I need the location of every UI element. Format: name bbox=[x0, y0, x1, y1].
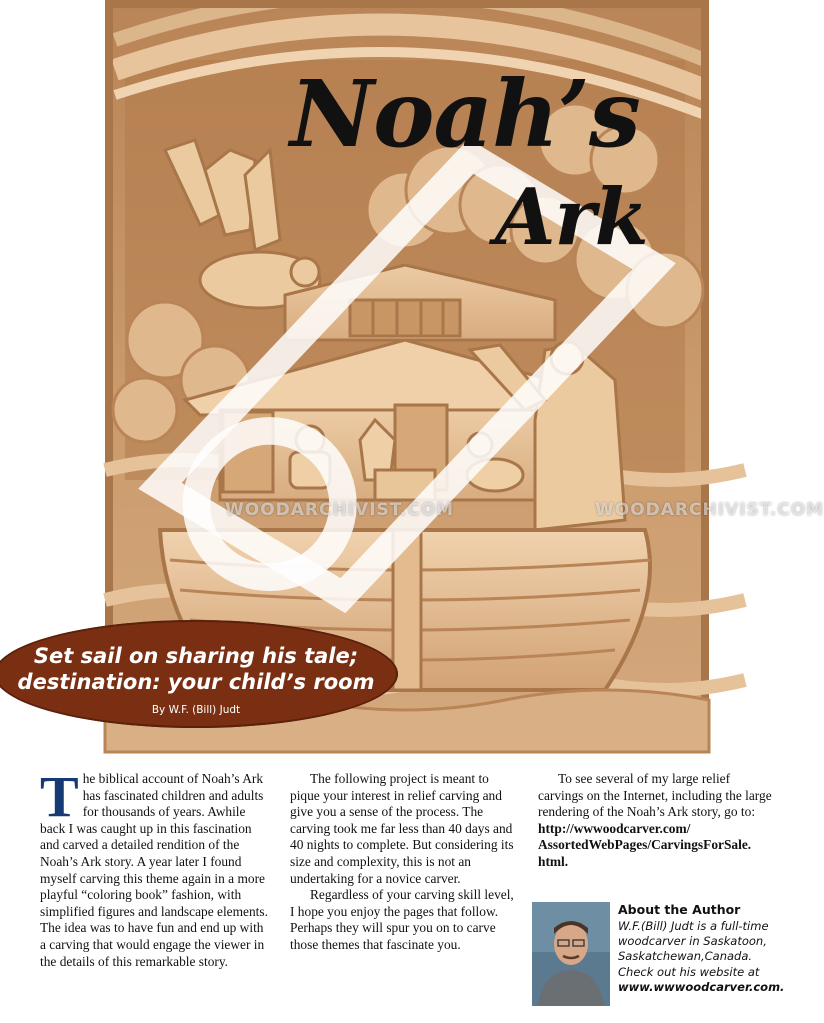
page-title-line-2: Ark bbox=[495, 172, 648, 263]
about-the-author bbox=[618, 902, 785, 994]
article-column-3 bbox=[538, 771, 774, 871]
byline: By W.F. (Bill) Judt bbox=[151, 704, 241, 716]
article-paragraph bbox=[40, 764, 272, 970]
author-bio: W.F.(Bill) Judt is a full-time woodcarver in Saskatoon, Saskatchewan,Canada. Check out his website at bbox=[618, 919, 769, 979]
author-photo bbox=[532, 902, 610, 1006]
author-website-link[interactable]: www.wwwoodcarver.com. bbox=[618, 979, 785, 994]
watermark-text: WOODARCHIVIST.COM bbox=[225, 500, 455, 520]
subtitle-banner bbox=[0, 620, 398, 728]
article-paragraph bbox=[538, 771, 774, 871]
article-column-2 bbox=[290, 771, 520, 954]
carvings-url-link[interactable]: http://wwwoodcarver.com/ AssortedWebPages/CarvingsForSale. html. bbox=[538, 820, 752, 869]
subtitle-line-2: destination: your child’s room bbox=[17, 670, 375, 694]
subtitle-line-1: Set sail on sharing his tale; bbox=[33, 644, 359, 668]
drop-cap: T bbox=[40, 764, 79, 829]
watermark-text: WOODARCHIVIST.COM bbox=[595, 500, 824, 520]
author-heading: About the Author bbox=[618, 902, 741, 917]
article-paragraph: Regardless of your carving skill level, I hope you enjoy the pages that follow. Perhaps they will spur you on to carve those themes that fascinate you. bbox=[290, 887, 514, 952]
article-paragraph: The following project is meant to pique your interest in relief carving and give you a sense of the process. The carving took me far less than 40 days and 40 nights to complete. But considering its size and complexity, this is not an undertaking for a novice carver. bbox=[290, 771, 514, 886]
page-title-line-1: Noah’s bbox=[290, 60, 640, 168]
paragraph-text: he biblical account of Noah’s Ark has fascinated children and adults for thousands of years. Awhile back I was caught up in this fascination and carved a detailed rendition of the Noah’s Ark story. A year later I found myself carving this theme again in a more playful “coloring book” fashion, with simplified figures and landscape elements. The idea was to have fun and end up with a carving that would engage the viewer in the details of this remarkable story. bbox=[40, 771, 268, 969]
paragraph-text: To see several of my large relief carvings on the Internet, including the large rendering of the Noah’s Ark story, go to: bbox=[538, 771, 772, 820]
author-portrait-icon bbox=[532, 902, 610, 1006]
article-column-1 bbox=[40, 764, 272, 970]
